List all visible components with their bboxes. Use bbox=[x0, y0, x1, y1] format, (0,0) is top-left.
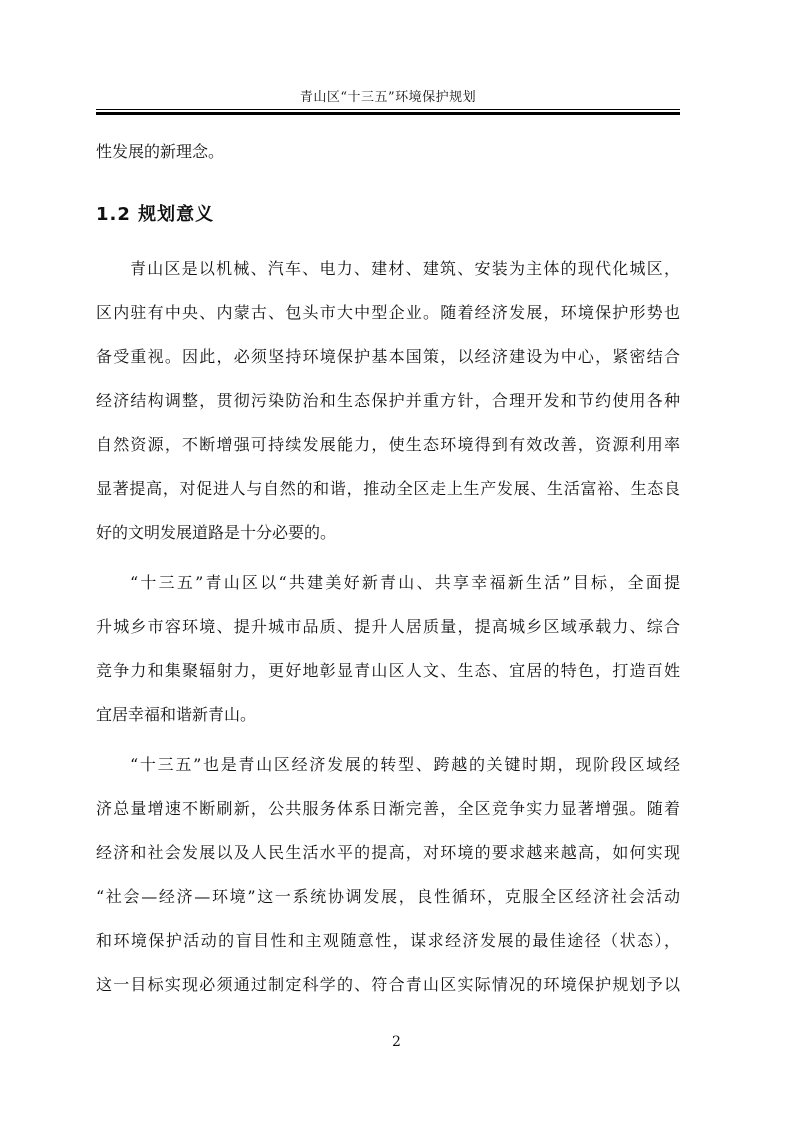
paragraph-line: “社会—经济—环境”这一系统协调发展，良性循环，克服全区经济社会活动 bbox=[96, 887, 680, 906]
paragraph-line: 备受重视。因此，必须坚持环境保护基本国策，以经济建设为中心，紧密结合 bbox=[96, 347, 680, 366]
paragraph-line: 济总量增速不断刷新，公共服务体系日渐完善，全区竞争实力显著增强。随着 bbox=[96, 799, 680, 818]
paragraph-line: 升城乡市容环境、提升城市品质、提升人居质量，提高城乡区域承载力、综合 bbox=[96, 617, 680, 636]
paragraph-line: 和环境保护活动的盲目性和主观随意性，谋求经济发展的最佳途径（状态）， bbox=[96, 931, 680, 950]
paragraph-line: 青山区是以机械、汽车、电力、建材、建筑、安装为主体的现代化城区， bbox=[130, 259, 680, 278]
paragraph-line: 好的文明发展道路是十分必要的。 bbox=[96, 523, 337, 542]
paragraph-line: “十三五”也是青山区经济发展的转型、跨越的关键时期，现阶段区域经 bbox=[130, 755, 680, 774]
paragraph-line: 经济结构调整，贯彻污染防治和生态保护并重方针，合理开发和节约使用各种 bbox=[96, 391, 680, 410]
section-heading: 1.2 规划意义 bbox=[96, 204, 215, 225]
header-rule-thin bbox=[96, 109, 680, 110]
header-rule-thick bbox=[96, 112, 680, 115]
paragraph-line: 区内驻有中央、内蒙古、包头市大中型企业。随着经济发展，环境保护形势也 bbox=[96, 303, 680, 322]
paragraph-line: 经济和社会发展以及人民生活水平的提高，对环境的要求越来越高，如何实现 bbox=[96, 843, 680, 862]
header-title: 青山区“十三五”环境保护规划 bbox=[299, 90, 477, 105]
paragraph-line: 宜居幸福和谐新青山。 bbox=[96, 705, 257, 724]
intro-line: 性发展的新理念。 bbox=[96, 142, 225, 161]
paragraph-line: “十三五”青山区以“共建美好新青山、共享幸福新生活”目标，全面提 bbox=[130, 573, 680, 592]
paragraph-line: 这一目标实现必须通过制定科学的、符合青山区实际情况的环境保护规划予以 bbox=[96, 975, 680, 994]
paragraph-line: 自然资源，不断增强可持续发展能力，使生态环境得到有效改善，资源利用率 bbox=[96, 435, 680, 454]
paragraph-line: 显著提高，对促进人与自然的和谐，推动全区走上生产发展、生活富裕、生态良 bbox=[96, 479, 680, 498]
page-number: 2 bbox=[392, 1034, 401, 1050]
paragraph-line: 竞争力和集聚辐射力，更好地彰显青山区人文、生态、宜居的特色，打造百姓 bbox=[96, 661, 680, 680]
